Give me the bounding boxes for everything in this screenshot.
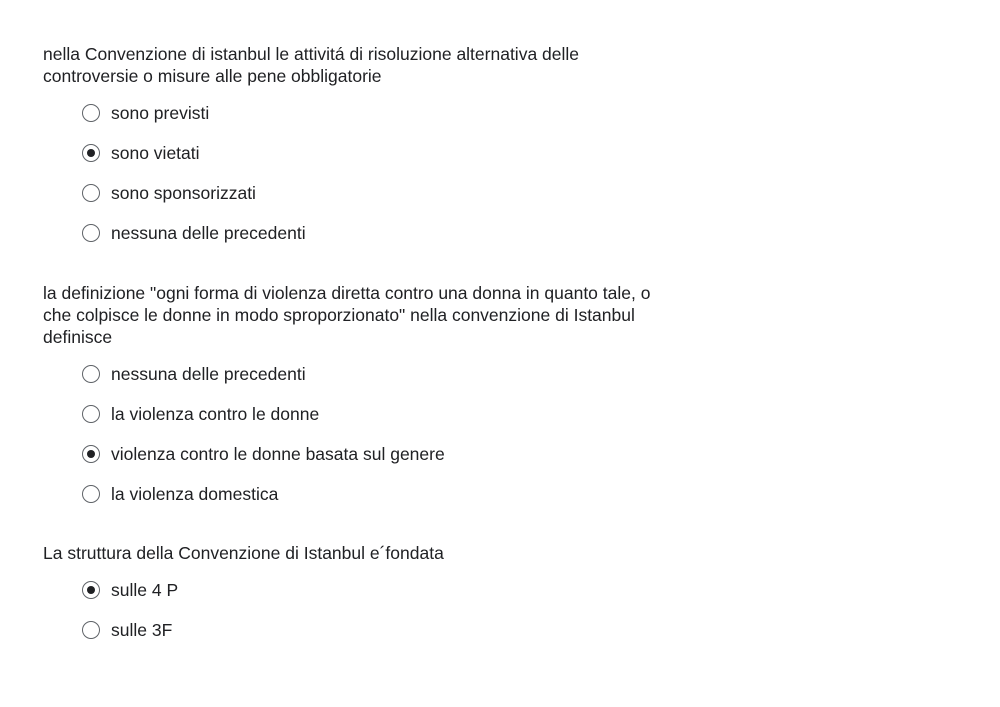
radio-button-selected[interactable] — [82, 144, 100, 162]
option-label: nessuna delle precedenti — [111, 364, 306, 384]
radio-button[interactable] — [82, 224, 100, 242]
question-2-option-1[interactable] — [82, 354, 723, 394]
question-1-option-4[interactable] — [82, 213, 723, 253]
question-3-text: La struttura della Convenzione di Istanbul e´fondata — [43, 543, 444, 563]
option-label: violenza contro le donne basata sul genere — [111, 444, 445, 464]
option-label: sono previsti — [111, 103, 210, 123]
radio-button[interactable] — [82, 485, 100, 503]
radio-button-selected[interactable] — [82, 445, 100, 463]
question-2-option-4[interactable] — [82, 474, 723, 514]
question-1-options — [43, 93, 723, 253]
option-label: sono vietati — [111, 143, 200, 163]
radio-button[interactable] — [82, 405, 100, 423]
option-label: la violenza domestica — [111, 484, 279, 504]
question-3-options — [43, 570, 723, 650]
question-1-option-2[interactable] — [82, 133, 723, 173]
option-label: nessuna delle precedenti — [111, 223, 306, 243]
question-3 — [43, 542, 723, 650]
question-3-option-2[interactable] — [82, 610, 723, 650]
question-3-option-1[interactable] — [82, 570, 723, 610]
question-2-options — [43, 354, 723, 514]
option-label: sono sponsorizzati — [111, 183, 256, 203]
question-2-option-3[interactable] — [82, 434, 723, 474]
radio-button[interactable] — [82, 365, 100, 383]
question-2 — [43, 282, 723, 514]
option-label: sulle 4 P — [111, 580, 179, 600]
question-2-option-2[interactable] — [82, 394, 723, 434]
option-label: sulle 3F — [111, 620, 173, 640]
question-1-text: nella Convenzione di istanbul le attivitá di risoluzione alternativa delle controversie o misure alle pene obbligatorie — [43, 44, 580, 86]
radio-button[interactable] — [82, 104, 100, 122]
question-2-text: la definizione "ogni forma di violenza diretta contro una donna in quanto tale, o che colpisce le donne in modo sproporzionato" nella convenzione di Istanbul definisce — [43, 283, 651, 347]
question-1-option-1[interactable] — [82, 93, 723, 133]
question-1-option-3[interactable] — [82, 173, 723, 213]
radio-button[interactable] — [82, 621, 100, 639]
radio-button-selected[interactable] — [82, 581, 100, 599]
option-label: la violenza contro le donne — [111, 404, 320, 424]
radio-button[interactable] — [82, 184, 100, 202]
question-1 — [43, 43, 723, 253]
